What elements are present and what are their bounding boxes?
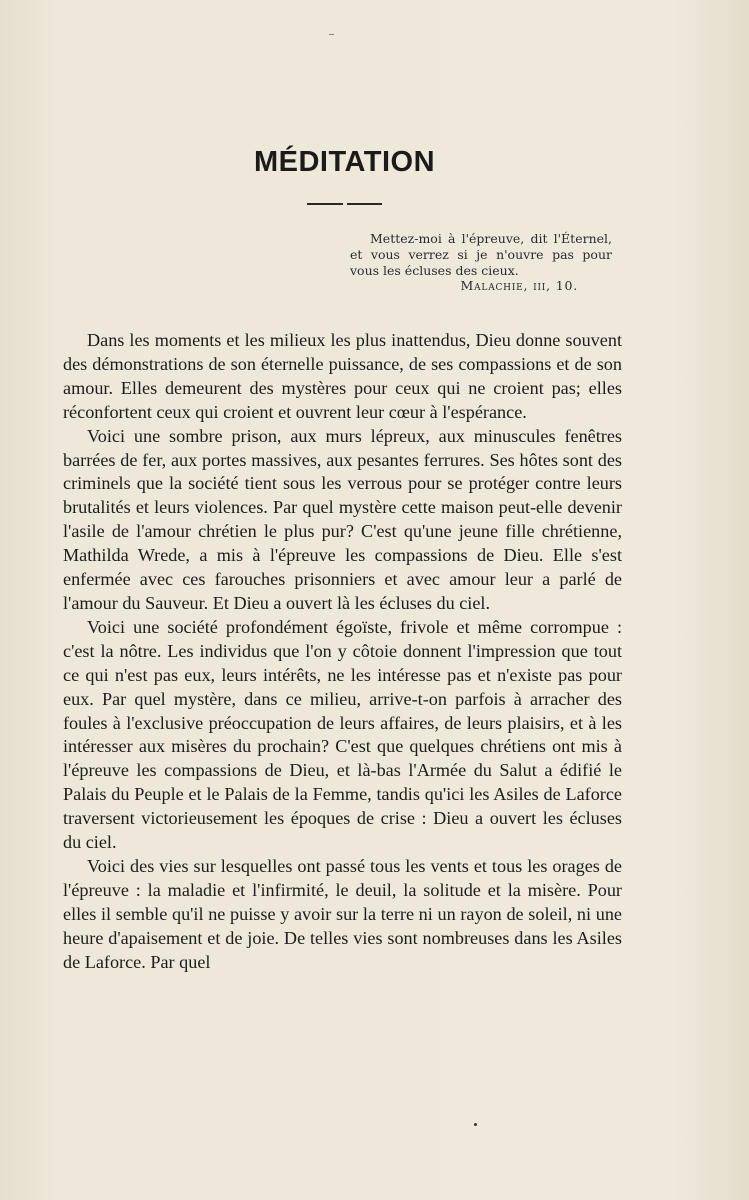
title-rule-right: [347, 203, 382, 205]
paper-mark: [474, 1123, 477, 1126]
body-text: [63, 329, 622, 974]
paragraph: Voici une sombre prison, aux murs lépreux, aux minuscules fenêtres barrées de fer, aux portes massives, aux pesantes ferrures. Ses hôtes sont des criminels que la société tient sous les verrous pour se protéger contre leurs brutalités et leurs violences. Par quel mystère cette maison peut-elle devenir l'asile de l'amour chrétien le plus pur? C'est qu'une jeune fille chrétienne, Mathilda Wrede, a mis à l'épreuve les compassions de Dieu. Elle s'est enfermée avec ces farouches prisonniers et avec amour leur a parlé de l'amour du Sauveur. Et Dieu a ouvert là les écluses du ciel.: [63, 425, 622, 613]
epigraph-attribution: Malachie, iii, 10.: [460, 278, 578, 293]
paragraph: Dans les moments et les milieux les plus inattendus, Dieu donne souvent des démonstrations de son éternelle puissance, de ses compassions et de son amour. Elles demeurent des mystères pour ceux qui ne croient pas; elles réconfortent ceux qui croient et ouvrent leur cœur à l'espérance.: [63, 330, 622, 422]
paragraph: Voici une société profondément égoïste, frivole et même corrompue : c'est la nôtre. Les individus que l'on y côtoie donnent l'impression que tout ce qui n'est pas eux, leurs intérêts, ne les intéresse pas et n'existe pas pour eux. Par quel mystère, dans ce milieu, arrive-t-on parfois à arracher des foules à l'exclusive préoccupation de leurs affaires, de leurs plaisirs, et à les intéresser aux misères du prochain? C'est que quelques chrétiens ont mis à l'épreuve les compassions de Dieu, et là-bas l'Armée du Salut a édifié le Palais du Peuple et le Palais de la Femme, tandis qu'ici les Asiles de Laforce traversent victorieusement les époques de crise : Dieu a ouvert les écluses du ciel.: [63, 616, 622, 853]
paper-mark: [329, 34, 334, 35]
title-rule-left: [307, 203, 343, 205]
paragraph: Voici des vies sur lesquelles ont passé tous les vents et tous les orages de l'épreuve : la maladie et l'infirmité, le deuil, la solitude et la misère. Pour elles il semble qu'il ne puisse y avoir sur la terre ni un rayon de soleil, ni une heure d'apaisement et de joie. De telles vies sont nombreuses dans les Asiles de Laforce. Par quel: [63, 855, 622, 972]
page-title: MÉDITATION: [253, 146, 436, 178]
epigraph-quote: Mettez-moi à l'épreuve, dit l'Éternel, et vous verrez si je n'ouvre pas pour vous les écluses des cieux.: [350, 231, 612, 278]
